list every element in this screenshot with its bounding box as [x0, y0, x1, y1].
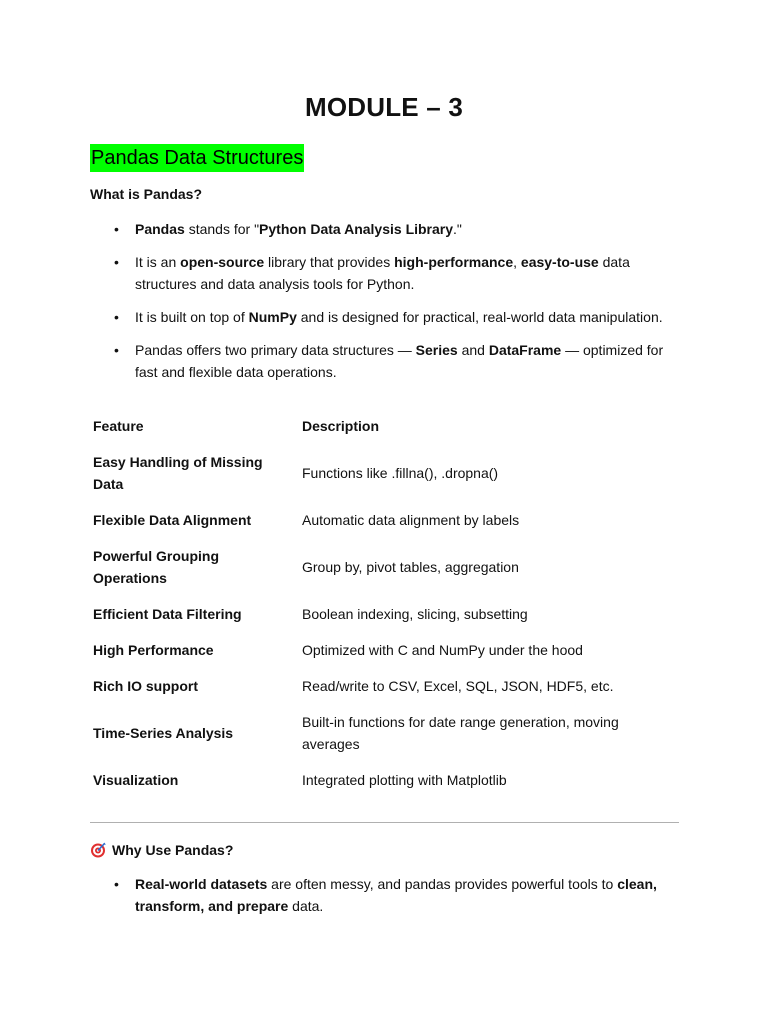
bullet-icon: • — [114, 342, 119, 358]
feature-cell: Visualization — [93, 772, 179, 788]
table-row — [90, 538, 680, 596]
feature-cell: Rich IO support — [93, 678, 198, 694]
bullet-icon: • — [114, 221, 119, 237]
intro-bullet-list — [90, 218, 680, 394]
target-icon — [90, 842, 106, 861]
feature-cell: Efficient Data Filtering — [93, 606, 242, 622]
bold-text: high-performance — [394, 254, 514, 270]
list-item — [90, 218, 680, 240]
bold-text: Pandas — [135, 221, 185, 237]
description-cell: Built-in functions for date range generation, moving averages — [302, 714, 619, 752]
bold-text: easy-to-use — [520, 254, 599, 270]
text: data. — [288, 898, 324, 914]
feature-cell: Flexible Data Alignment — [93, 512, 252, 528]
description-cell: Functions like .fillna(), .dropna() — [302, 465, 499, 481]
table-row — [90, 632, 680, 668]
table-row — [90, 502, 680, 538]
description-cell: Automatic data alignment by labels — [302, 512, 520, 528]
description-cell: Boolean indexing, slicing, subsetting — [302, 606, 528, 622]
column-header-description: Description — [302, 418, 380, 434]
table-row — [90, 704, 680, 762]
text: and is designed for practical, real-world data manipulation. — [296, 309, 663, 325]
feature-cell: Time-Series Analysis — [93, 725, 234, 741]
feature-cell: Easy Handling of Missing Data — [93, 454, 263, 492]
feature-cell: High Performance — [93, 642, 214, 658]
text: It is an — [135, 254, 181, 270]
description-cell: Optimized with C and NumPy under the hood — [302, 642, 583, 658]
bullet-icon: • — [114, 254, 119, 270]
text: data structures and data analysis tools for Python. — [135, 254, 630, 292]
text: — optimized for fast and flexible data operations. — [135, 342, 664, 380]
bold-text: DataFrame — [488, 342, 562, 358]
section-heading: Pandas Data Structures — [90, 144, 304, 172]
feature-cell: Powerful Grouping Operations — [93, 548, 219, 586]
text: stands for " — [184, 221, 260, 237]
text: are often messy, and pandas provides powerful tools to — [267, 876, 618, 892]
text: library that provides — [264, 254, 395, 270]
table-row — [90, 596, 680, 632]
text: ." — [453, 221, 462, 237]
bold-text: Python Data Analysis Library — [259, 221, 454, 237]
text: , — [513, 254, 521, 270]
bold-text: NumPy — [248, 309, 297, 325]
table-header-row — [90, 408, 680, 444]
bold-text: Real-world datasets — [135, 876, 268, 892]
horizontal-divider — [90, 822, 679, 823]
column-header-feature: Feature — [93, 418, 144, 434]
text: It is built on top of — [135, 309, 249, 325]
text: and — [457, 342, 489, 358]
description-cell: Integrated plotting with Matplotlib — [302, 772, 507, 788]
table-row — [90, 762, 680, 798]
text: Pandas offers two primary data structures — — [135, 342, 416, 358]
why-heading-text: Why Use Pandas? — [112, 842, 234, 858]
list-item — [90, 873, 680, 917]
bold-text: open-source — [180, 254, 265, 270]
list-item — [90, 339, 680, 383]
why-bullet-list — [90, 873, 680, 928]
page-title: MODULE – 3 — [304, 92, 464, 122]
list-item — [90, 251, 680, 295]
list-item — [90, 306, 680, 328]
table-row — [90, 444, 680, 502]
bullet-icon: • — [114, 876, 119, 892]
bold-text: clean, transform, and prepare — [135, 876, 657, 914]
bold-text: Series — [415, 342, 458, 358]
what-is-pandas-heading: What is Pandas? — [90, 186, 203, 202]
why-use-pandas-heading — [90, 842, 233, 861]
description-cell: Group by, pivot tables, aggregation — [302, 559, 519, 575]
table-row — [90, 668, 680, 704]
description-cell: Read/write to CSV, Excel, SQL, JSON, HDF5, etc. — [302, 678, 614, 694]
feature-table — [90, 408, 680, 798]
bullet-icon: • — [114, 309, 119, 325]
